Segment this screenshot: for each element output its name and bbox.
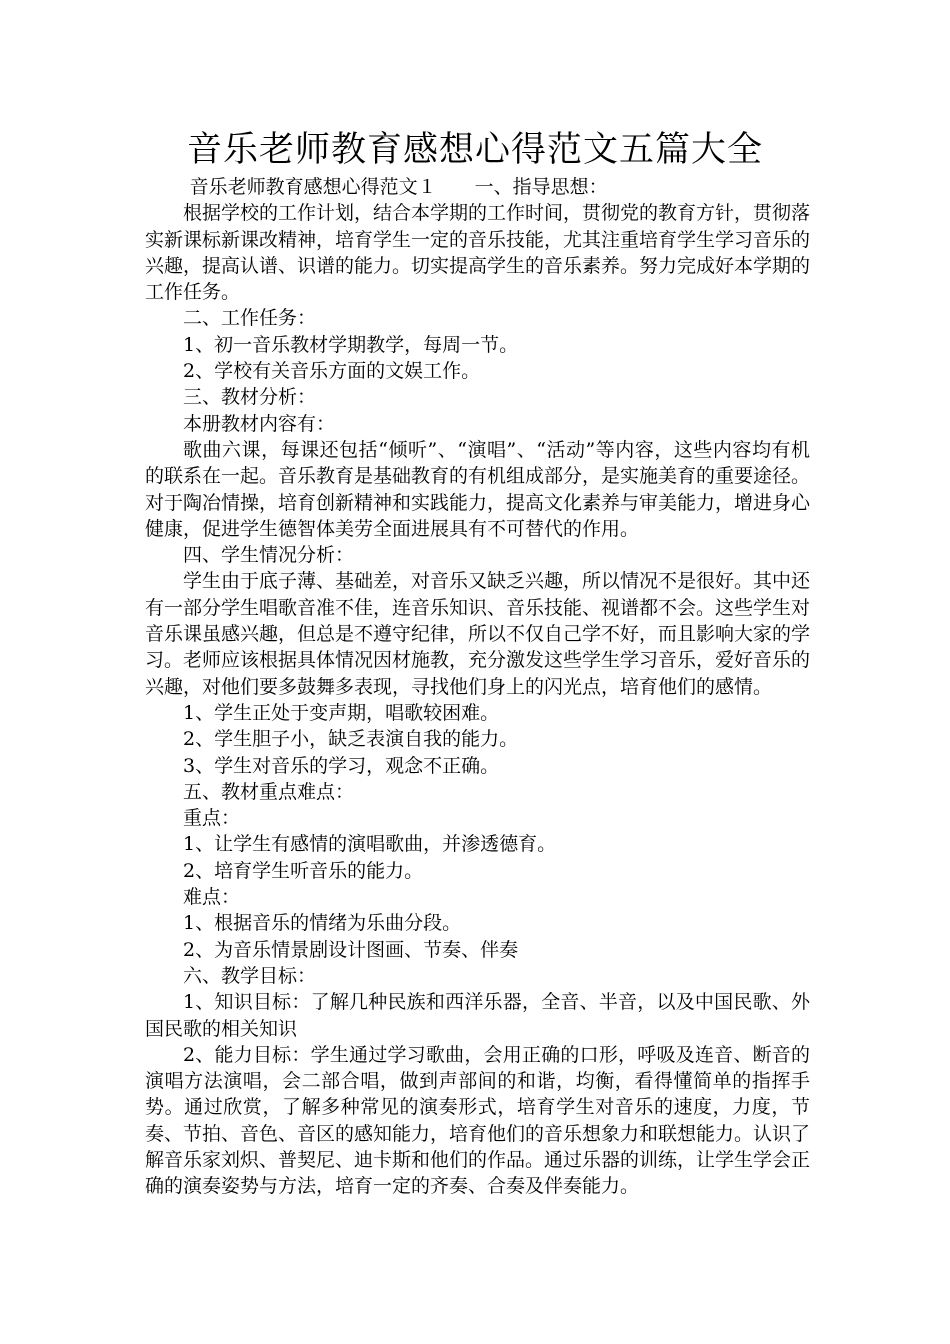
section-heading: 六、教学目标： [183, 964, 317, 987]
document-title: 音乐老师教育感想心得范文五篇大全 [186, 130, 763, 170]
section-heading: 五、教材重点难点： [183, 780, 355, 803]
list-item: 3、学生对音乐的学习，观念不正确。 [183, 754, 500, 777]
list-item: 1、学生正处于变声期，唱歌较困难。 [183, 701, 500, 724]
paragraph: 歌曲六课，每课还包括“倾听”、“演唱”、“活动”等内容，这些内容均有机的联系在一起。音乐教育是基础教育的有机组成部分，是实施美育的重要途径。对于陶冶情操，培育创新精神和实践能力，提高文化素养与审美能力，增进身心健康，促进学生德智体美劳全面进展具有不可替代的作用。 [145, 438, 811, 540]
list-item: 1、让学生有感情的演唱歌曲，并渗透德育。 [183, 833, 557, 856]
list-item: 2、为音乐情景剧设计图画、节奏、伴奏 [183, 938, 519, 961]
section-heading: 二、工作任务： [183, 307, 317, 330]
section-heading: 三、教材分析： [183, 386, 317, 409]
section-heading: 四、学生情况分析： [183, 544, 355, 567]
paragraph: 重点： [183, 807, 241, 830]
list-item: 2、学生胆子小，缺乏表演自我的能力。 [183, 728, 519, 751]
list-item: 1、初一音乐教材学期教学，每周一节。 [183, 333, 519, 356]
list-item: 2、培育学生听音乐的能力。 [183, 859, 424, 882]
paragraph: 学生由于底子薄、基础差，对音乐又缺乏兴趣，所以情况不是很好。其中还有一部分学生唱歌音准不佳，连音乐知识、音乐技能、视谱都不会。这些学生对音乐课虽感兴趣，但总是不遵守纪律，所以不仅自己学不好，而且影响大家的学习。老师应该根据具体情况因材施教，充分激发这些学生学习音乐，爱好音乐的兴趣，对他们要多鼓舞多表现，寻找他们身上的闪光点，培育他们的感情。 [145, 570, 811, 698]
list-item: 1、根据音乐的情绪为乐曲分段。 [183, 912, 462, 935]
paragraph: 1、知识目标：了解几种民族和西洋乐器，全音、半音，以及中国民歌、外国民歌的相关知识 [145, 991, 810, 1040]
paragraph: 根据学校的工作计划，结合本学期的工作时间，贯彻党的教育方针，贯彻落实新课标新课改精神，培育学生一定的音乐技能，尤其注重培育学生学习音乐的兴趣，提高认谱、识谱的能力。切实提高学生的音乐素养。努力完成好本学期的工作任务。 [145, 202, 811, 304]
paragraph: 难点： [183, 886, 241, 909]
intro-line [145, 174, 810, 200]
list-item: 2、学校有关音乐方面的文娱工作。 [183, 360, 481, 383]
paragraph: 2、能力目标：学生通过学习歌曲，会用正确的口形，呼吸及连音、断音的演唱方法演唱，会二部合唱，做到声部间的和谐，均衡，看得懂简单的指挥手势。通过欣赏，了解多种常见的演奏形式，培育学生对音乐的速度，力度，节奏、节拍、音色、音区的感知能力，培育他们的音乐想象力和联想能力。认识了解音乐家刘炽、普契尼、迪卡斯和他们的作品。通过乐器的训练，让学生学会正确的演奏姿势与方法，培育一定的齐奏、合奏及伴奏能力。 [145, 1043, 811, 1198]
document-body [145, 174, 810, 1200]
document-subtitle: 音乐老师教育感想心得范文１ [189, 176, 437, 198]
paragraph: 本册教材内容有： [183, 412, 336, 435]
section-heading: 一、指导思想： [474, 176, 608, 198]
